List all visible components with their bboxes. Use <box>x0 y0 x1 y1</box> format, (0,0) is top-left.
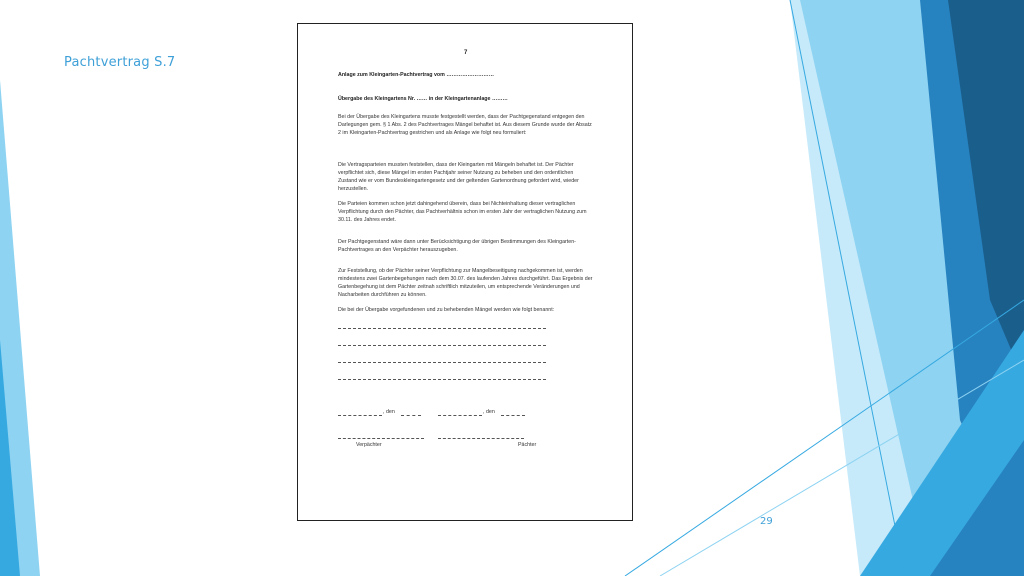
signer-label-right: Pächter <box>518 442 537 448</box>
place-entry-line <box>338 415 382 416</box>
date-label-left: , den <box>383 409 395 415</box>
defect-entry-line <box>338 362 546 363</box>
signer-label-left: Verpächter <box>356 442 382 448</box>
date-entry-line <box>501 415 525 416</box>
place-entry-line <box>438 415 482 416</box>
scanned-document-page <box>297 23 633 521</box>
document-paragraph: Die Vertragsparteien mussten feststellen, dass der Kleingarten mit Mängeln behaftet ist. Der Pächter verpflichtet sich, diese Mängel im ersten Pachtjahr seiner Nutzung zu beheben und den ordentlichen Zustand wie er vom Bundeskleingartengesetz und der geltenden Gartenordnung gefordert wird, wieder herzustellen. <box>338 162 579 192</box>
document-paragraph: Die bei der Übergabe vorgefundenen und zu behebenden Mängel werden wie folgt benannt: <box>338 307 555 313</box>
document-heading-attachment: Anlage zum Kleingarten-Pachtvertrag vom ……………………… <box>338 72 494 78</box>
slide-title: Pachtvertrag S.7 <box>64 55 176 70</box>
defect-entry-line <box>338 345 546 346</box>
document-paragraph: Bei der Übergabe des Kleingartens musste festgestellt werden, dass der Pachtgegenstand entgegen den Darlegungen gem. § 1 Abs. 2 des Pachtvertrages Mängel behaftet ist. Aus diesem Grunde wurde der Absatz 2 im Kleingarten-Pachtvertrag gestrichen und als Anlage wie folgt neu formuliert: <box>338 114 592 136</box>
document-paragraph: Der Pachtgegenstand wäre dann unter Berücksichtigung der übrigen Bestimmungen des Kleingarten-Pachtvertrages an den Verpächter herauszugeben. <box>338 239 576 253</box>
document-paragraph: Die Parteien kommen schon jetzt dahingehend überein, dass bei Nichteinhaltung dieser vertraglichen Verpflichtung durch den Pächter, das Pachtverhältnis schon im ersten Jahr der vertraglichen Nutzung zum 30.11. des Jahres endet. <box>338 201 587 223</box>
signature-line-right <box>438 438 524 439</box>
date-label-right: , den <box>483 409 495 415</box>
slide-page-number: 29 <box>760 516 773 527</box>
document-paragraph: Zur Feststellung, ob der Pächter seiner Verpflichtung zur Mangelbeseitigung nachgekommen ist, werden mindestens zwei Gartenbegehungen nach dem 30.07. des laufenden Jahres durchgeführt. Das Ergebnis der Gartenbegehung ist dem Pächter zeitnah schriftlich mitzuteilen, um entsprechende Veränderungen und Nacharbeiten durchführen zu können. <box>338 268 593 298</box>
date-entry-line <box>401 415 421 416</box>
defect-entry-line <box>338 328 546 329</box>
signature-line-left <box>338 438 424 439</box>
document-page-number: 7 <box>464 50 468 56</box>
document-heading-handover: Übergabe des Kleingartens Nr. …… in der Kleingartenanlage ……… <box>338 96 508 102</box>
defect-entry-line <box>338 379 546 380</box>
